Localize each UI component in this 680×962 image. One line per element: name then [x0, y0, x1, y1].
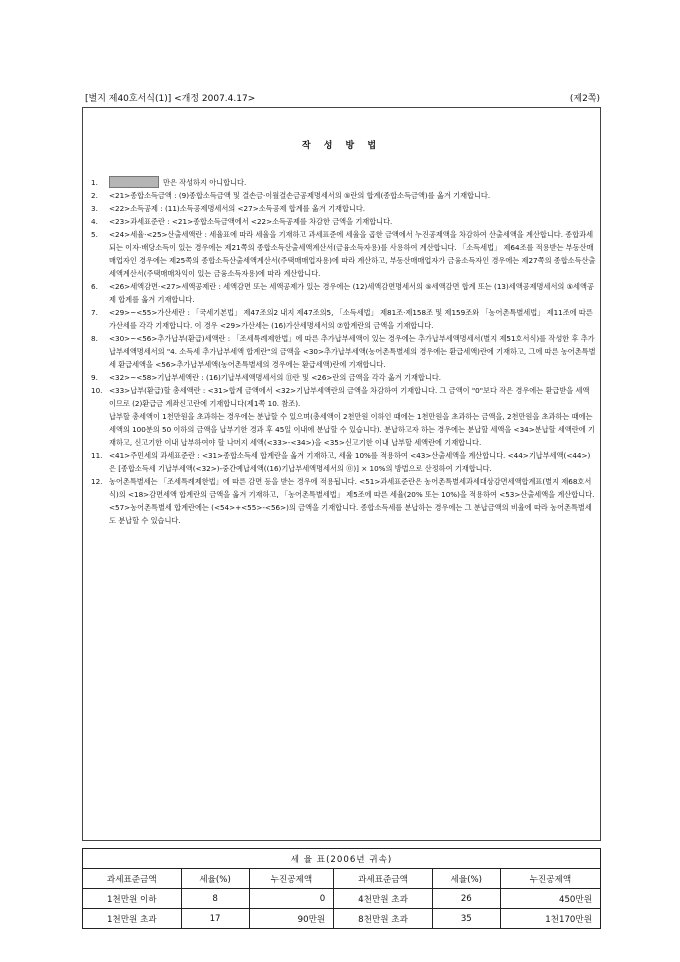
item-number: 6.: [91, 282, 98, 291]
table-cell: 17: [181, 909, 249, 929]
form-title: [별지 제40호서식(1)] <개정 2007.4.17>: [85, 94, 256, 104]
table-cell: 90만원: [249, 909, 334, 929]
rate-table-title: 세 율 표(2006년 귀속): [83, 849, 601, 869]
instruction-item: [91, 306, 596, 332]
item-number: 3.: [91, 204, 98, 213]
header-cell: 세율(%): [181, 869, 249, 889]
item-text: <24>세율·<25>산출세액란 : 세율표에 따라 세율을 기재하고 과세표준에 세율을 곱한 금액에서 누진공제액을 차감하여 산출세액을 계산합니다. 종합과세되는 이자·배당소득이 있는 경우에는 제21쪽의 종합소득산출세액계산서(금융소득자용)를 사용하여 계산합니다. 「소득세법」 제64조를 적용받는 부동산매매업자인 경우에는 제25쪽의 종합소득산출세액계산서(주택매매업자용)에 따라 계산하고, 부동산매매업자가 금융소득자인 경우에는 제27쪽의 종합소득산출세액계산서(주택매매차익이 있는 금융소득자용)에 따라 계산합니다.: [109, 230, 596, 278]
item-number: 11.: [91, 451, 103, 460]
item-text: <23>과세표준란 : <21>종합소득금액에서 <22>소득공제를 차감한 금액을 기재합니다.: [109, 217, 393, 226]
instruction-item: [91, 215, 596, 228]
form-header: [85, 92, 600, 106]
item-number: 8.: [91, 334, 98, 343]
instruction-item: [91, 449, 596, 475]
item-text: <30>~<56>추가납부(환급)세액란 : 「조세특례제한법」에 따른 추가납부세액이 있는 경우에는 추가납부세액명세서(별지 제51호서식)를 작성한 후 추가납부세액명세서의 "4. 소득세 추가납부세액 합계란"의 금액을 <30>추가납부세액(농어촌특별세의 경우에는 환급세액)란에 기재하고, 그에 따른 농어촌특별세 환급세액을 <56>추가납부세액(농어촌특별세의 경우에는 환급세액)란에 기재합니다.: [109, 334, 596, 369]
table-row: [83, 909, 601, 929]
item-text: 만은 작성하지 아니합니다.: [163, 178, 247, 187]
item-text: 농어촌특별세는 「조세특례제한법」에 따른 감면 등을 받는 경우에 적용됩니다. <51>과세표준란은 농어촌특별세과세대상감면세액합계표(별지 제68호서식)의 <18>감면세액 합계란의 금액을 옮겨 기재하고, 「농어촌특별세법」 제5조에 따른 세율(20% 또는 10%)을 적용하여 <53>산출세액을 계산합니다. <57>농어촌특별세 합계란에는 (<54>+<55>-<56>)의 금액을 기재합니다. 종합소득세를 분납하는 경우에는 그 분납금액의 비율에 따라 농어촌특별세도 분납할 수 있습니다.: [109, 477, 595, 525]
table-cell: 450만원: [500, 889, 600, 909]
instruction-item: [91, 202, 596, 215]
item-text: <33>납부(환급)할 총세액란 : <31>합계 금액에서 <32>기납부세액란의 금액을 차감하여 기재합니다. 그 금액이 "0"보다 작은 경우에는 환급받을 세액이므로 (2)환급금 계좌신고란에 기재합니다(제1쪽 10. 참조).: [109, 386, 590, 408]
header-cell: 누진공제액: [249, 869, 334, 889]
instruction-item: [91, 371, 596, 384]
instruction-item: [91, 189, 596, 202]
item-number: 5.: [91, 230, 98, 239]
table-cell: 1천만원 초과: [83, 909, 182, 929]
instruction-item: [91, 384, 596, 449]
instructions-list: [91, 176, 596, 527]
header-cell: 누진공제액: [500, 869, 600, 889]
item-text: <26>세액감면·<27>세액공제란 : 세액감면 또는 세액공제가 있는 경우에는 (12)세액감면명세서의 ⑤세액감면 합계 또는 (13)세액공제명세서의 ⑤세액공제 합계를 옮겨 기재합니다.: [109, 282, 594, 304]
tax-rate-table: [82, 848, 601, 929]
table-cell: 1천170만원: [500, 909, 600, 929]
shaded-cell: [109, 176, 159, 188]
instruction-item: [91, 176, 596, 189]
item-text-continued: 납부할 총세액이 1천만원을 초과하는 경우에는 분납할 수 있으며(총세액이 2천만원 이하인 때에는 1천만원을 초과하는 금액을, 2천만원을 초과하는 때에는 세액의 100분의 50 이하의 금액을 납부기한 경과 후 45일 이내에 분납할 수 있습니다). 분납하고자 하는 경우에는 분납할 세액을 <34>분납할 세액란에 기재하고, 신고기한 이내 납부하여야 할 나머지 세액(<33>-<34>)을 <35>신고기한 이내 납부할 세액란에 기재합니다.: [109, 412, 595, 447]
item-number: 12.: [91, 477, 103, 486]
header-cell: 세율(%): [432, 869, 500, 889]
table-cell: 26: [432, 889, 500, 909]
item-text: <21>종합소득금액 : (9)종합소득금액 및 결손금·이월결손금공제명세서의 ⑤란의 합계(종합소득금액)를 옮겨 기재합니다.: [109, 191, 491, 200]
instruction-item: [91, 475, 596, 527]
table-cell: 8천만원 초과: [334, 909, 433, 929]
table-row: [83, 889, 601, 909]
page-label: (제2쪽): [569, 94, 600, 104]
table-cell: 0: [249, 889, 334, 909]
instruction-item: [91, 228, 596, 280]
instruction-item: [91, 332, 596, 371]
instruction-item: [91, 280, 596, 306]
item-text: <29>~<55>가산세란 : 「국세기본법」 제47조의2 내지 제47조의5, 「소득세법」 제81조·제158조 및 제159조와 「농어촌특별세법」 제11조에 따른 가산세를 각각 기재합니다. 이 경우 <29>가산세는 (16)가산세명세서의 ⑦합계란의 금액을 기재합니다.: [109, 308, 593, 330]
item-number: 10.: [91, 386, 103, 395]
item-number: 4.: [91, 217, 98, 226]
item-number: 9.: [91, 373, 98, 382]
table-cell: 35: [432, 909, 500, 929]
item-number: 2.: [91, 191, 98, 200]
header-cell: 과세표준금액: [83, 869, 182, 889]
instructions-box: [82, 107, 601, 841]
instructions-heading: 작 성 방 법: [301, 141, 382, 151]
item-text: <22>소득공제 : (11)소득공제명세서의 <27>소득공제 합계를 옮겨 기재합니다.: [109, 204, 366, 213]
table-header-row: [83, 869, 601, 889]
table-cell: 1천만원 이하: [83, 889, 182, 909]
item-number: 1.: [91, 178, 98, 187]
item-number: 7.: [91, 308, 98, 317]
table-cell: 4천만원 초과: [334, 889, 433, 909]
item-text: <41>주민세의 과세표준란 : <31>종합소득세 합계란을 옮겨 기재하고, 세율 10%를 적용하여 <43>산출세액을 계산합니다. <44>기납부세액(<44>)은 [종합소득세 기납부세액(<32>)-중간예납세액((16)기납부세액명세서의 ⓪)] × 10%의 방법으로 산정하여 기재합니다.: [109, 451, 591, 473]
table-cell: 8: [181, 889, 249, 909]
item-text: <32>~<58>기납부세액란 : (16)기납부세액명세서의 ⑪란 및 <26>란의 금액을 각각 옮겨 기재합니다.: [109, 373, 442, 382]
header-cell: 과세표준금액: [334, 869, 433, 889]
